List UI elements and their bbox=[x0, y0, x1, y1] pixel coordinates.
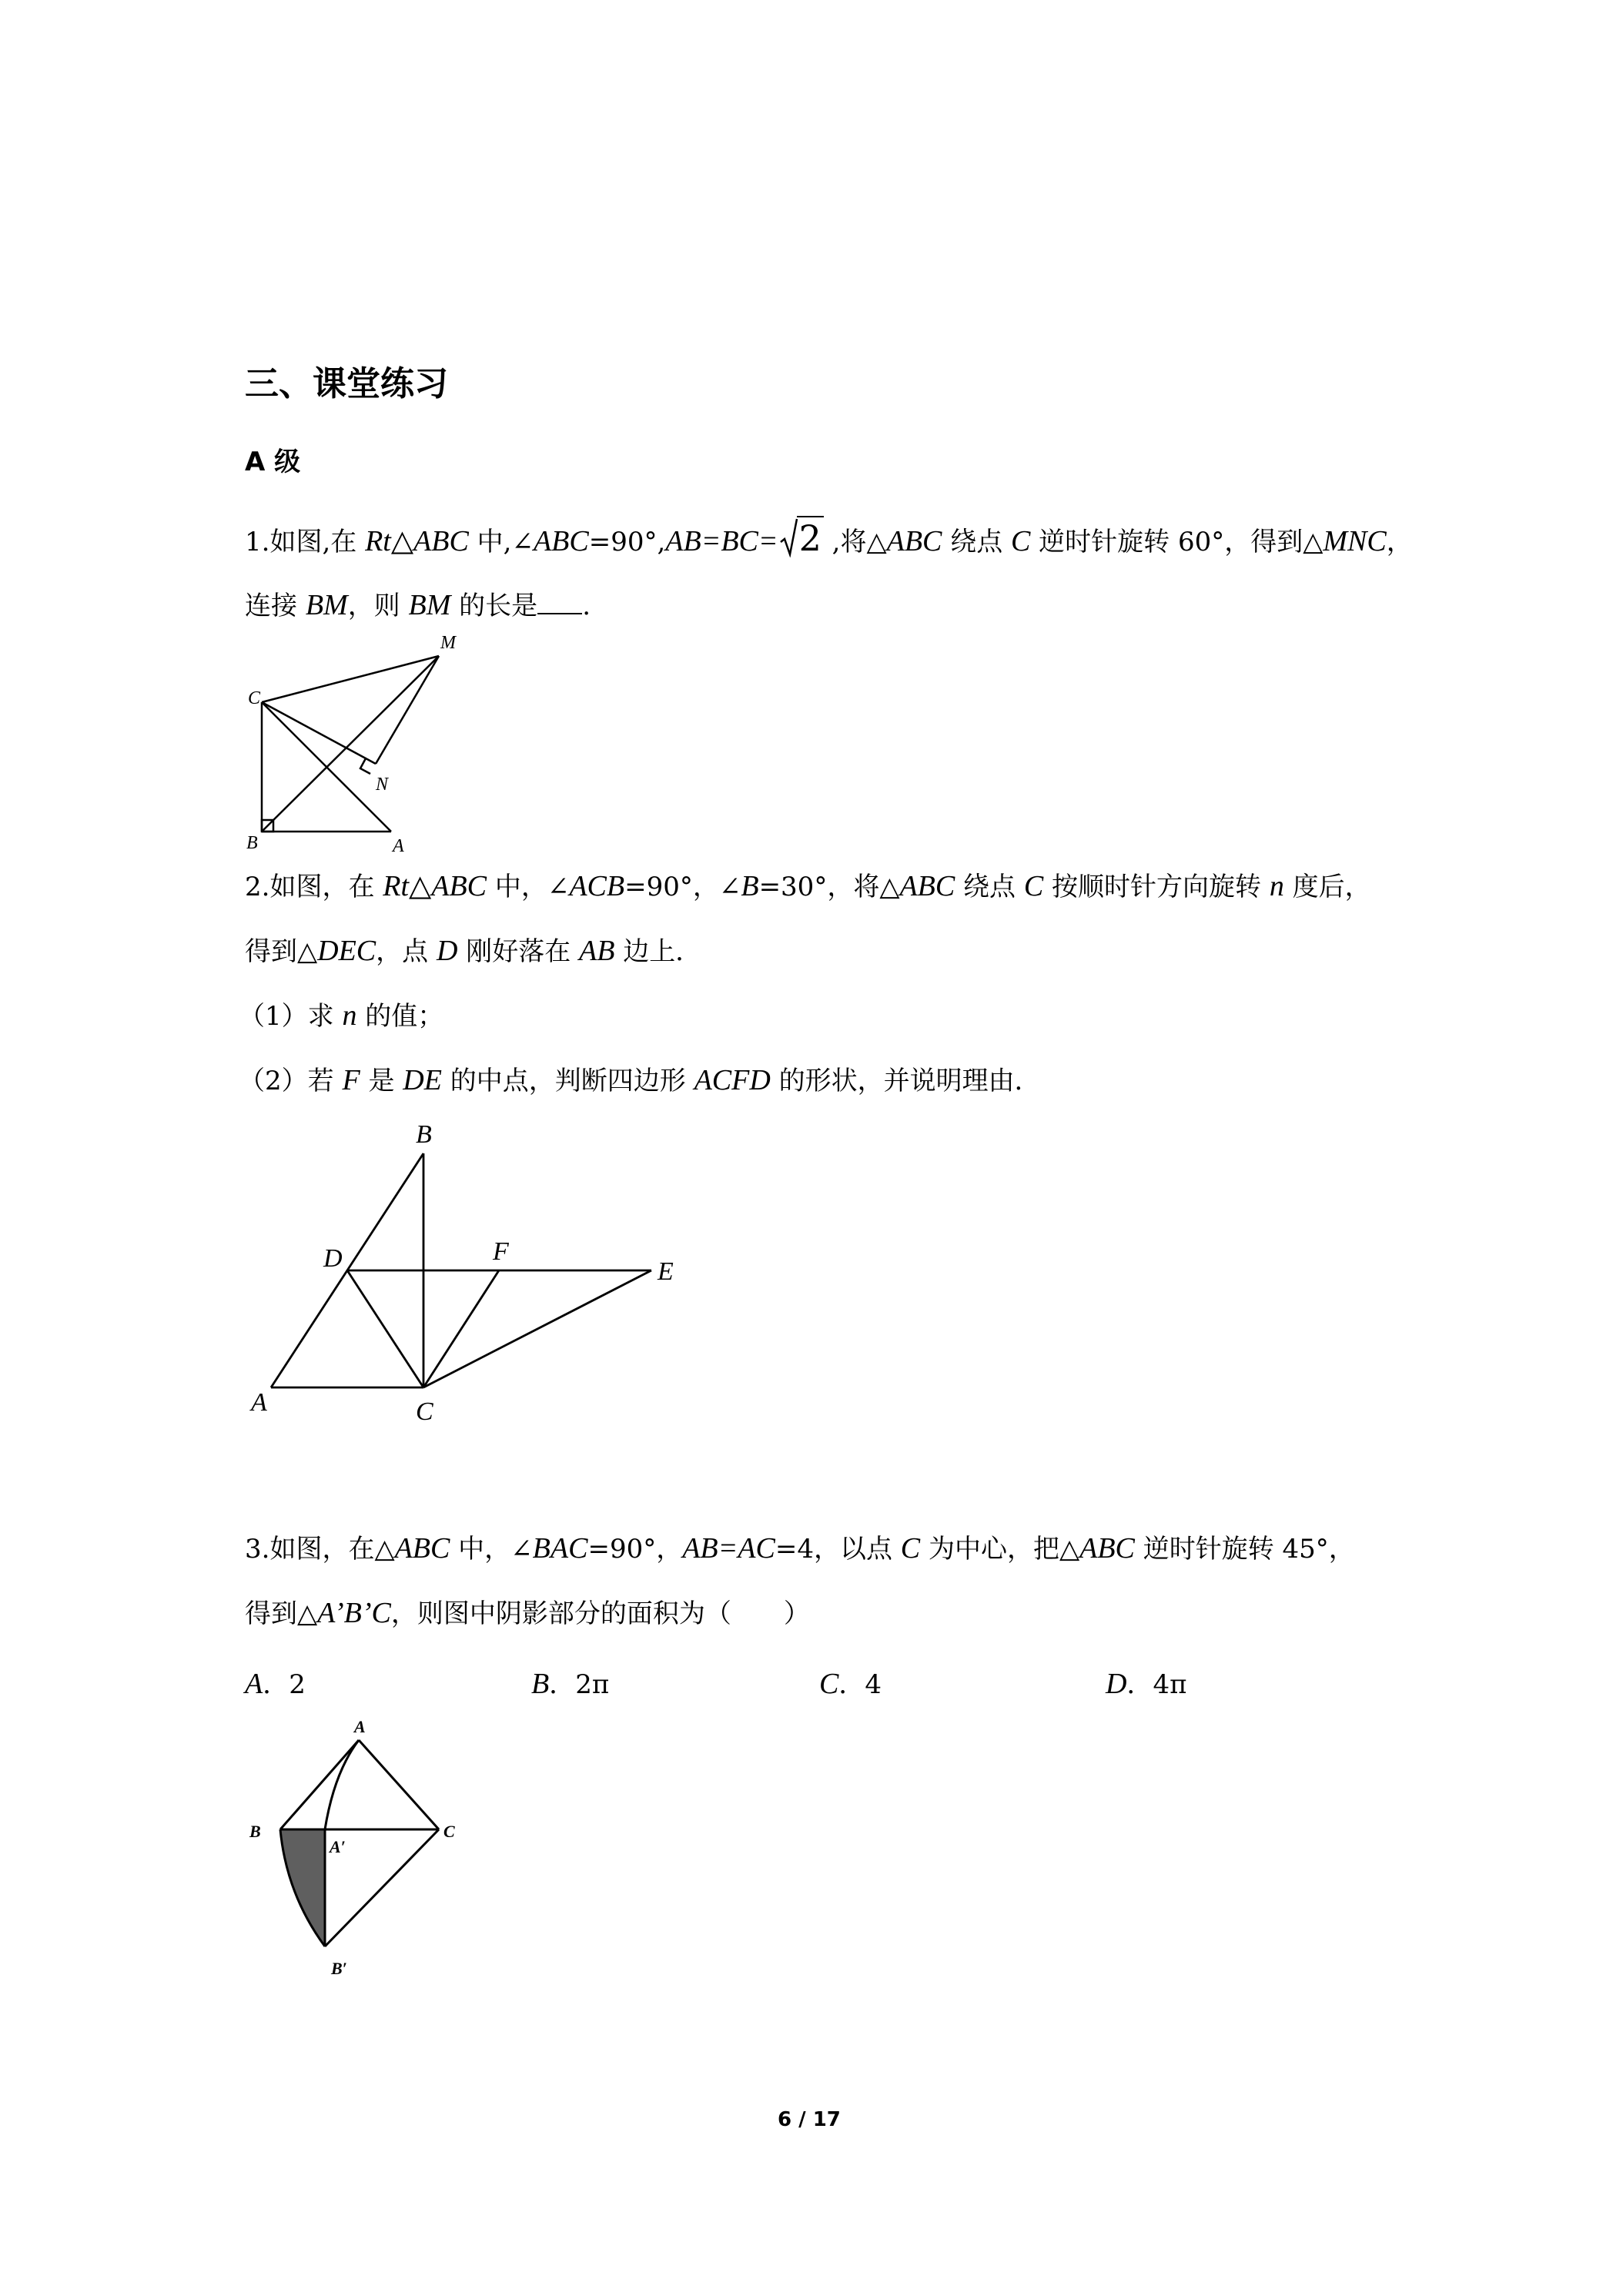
fig1-label-C: C bbox=[248, 688, 261, 708]
fig3-label-A: A bbox=[354, 1717, 366, 1736]
option-d[interactable]: D．4π bbox=[1106, 1668, 1187, 1700]
q2-part2: （2）若 F 是 DE 的中点，判断四边形 ACFD 的形状，并说明理由． bbox=[239, 1064, 1041, 1096]
figure-1-triangle-rotation bbox=[239, 625, 500, 856]
q2-line1: 2.如图，在 Rt△ABC 中，∠ACB=90°，∠B=30°，将△ABC 绕点 C 按顺时针方向旋转 n 度后， bbox=[245, 870, 1371, 902]
fig1-label-A: A bbox=[393, 836, 404, 856]
fig2-label-A: A bbox=[251, 1388, 267, 1417]
fig2-label-E: E bbox=[658, 1257, 674, 1286]
option-c[interactable]: C．4 bbox=[819, 1668, 882, 1700]
fig3-label-A-prime: A′ bbox=[330, 1837, 346, 1856]
sqrt-symbol: 2 bbox=[780, 520, 824, 556]
fig1-label-B: B bbox=[246, 833, 258, 853]
q2-line2: 得到△DEC，点 D 刚好落在 AB 边上． bbox=[245, 935, 702, 967]
answer-blank bbox=[537, 590, 582, 614]
q1-line2: 连接 BM，则 BM 的长是 . bbox=[245, 589, 591, 621]
fig3-label-B: B bbox=[249, 1822, 261, 1841]
level-label: A 级 bbox=[245, 447, 301, 477]
q3-line1: 3.如图，在△ABC 中，∠BAC=90°，AB=AC=4，以点 C 为中心，把△ABC 逆时针旋转 45°， bbox=[245, 1532, 1355, 1565]
q3-line2: 得到△A’B’C，则图中阴影部分的面积为（ ） bbox=[245, 1597, 810, 1629]
fig2-label-D: D bbox=[323, 1244, 343, 1273]
fig3-label-C: C bbox=[443, 1822, 455, 1841]
fig3-label-B-prime: B′ bbox=[331, 1959, 347, 1978]
fig2-label-F: F bbox=[493, 1237, 509, 1266]
option-b[interactable]: B．2π bbox=[531, 1668, 610, 1700]
fig2-label-C: C bbox=[416, 1397, 433, 1426]
fig1-label-M: M bbox=[440, 633, 456, 653]
figure-3-shaded-area bbox=[246, 1717, 485, 1986]
option-a[interactable]: A．2 bbox=[245, 1668, 306, 1700]
q2-part1: （1）求 n 的值； bbox=[239, 999, 444, 1032]
fig1-label-N: N bbox=[376, 775, 389, 795]
fig2-label-B: B bbox=[416, 1120, 432, 1149]
section-title: 三、课堂练习 bbox=[245, 364, 448, 403]
q1-line1: 1.如图,在 Rt△ABC 中,∠ABC=90°,AB=BC= 2 ,将△ABC 绕点 C 逆时针旋转 60°，得到△MNC， bbox=[245, 517, 1413, 559]
page-number: 6 / 17 bbox=[778, 2108, 841, 2131]
figure-2-rotation bbox=[239, 1109, 701, 1440]
